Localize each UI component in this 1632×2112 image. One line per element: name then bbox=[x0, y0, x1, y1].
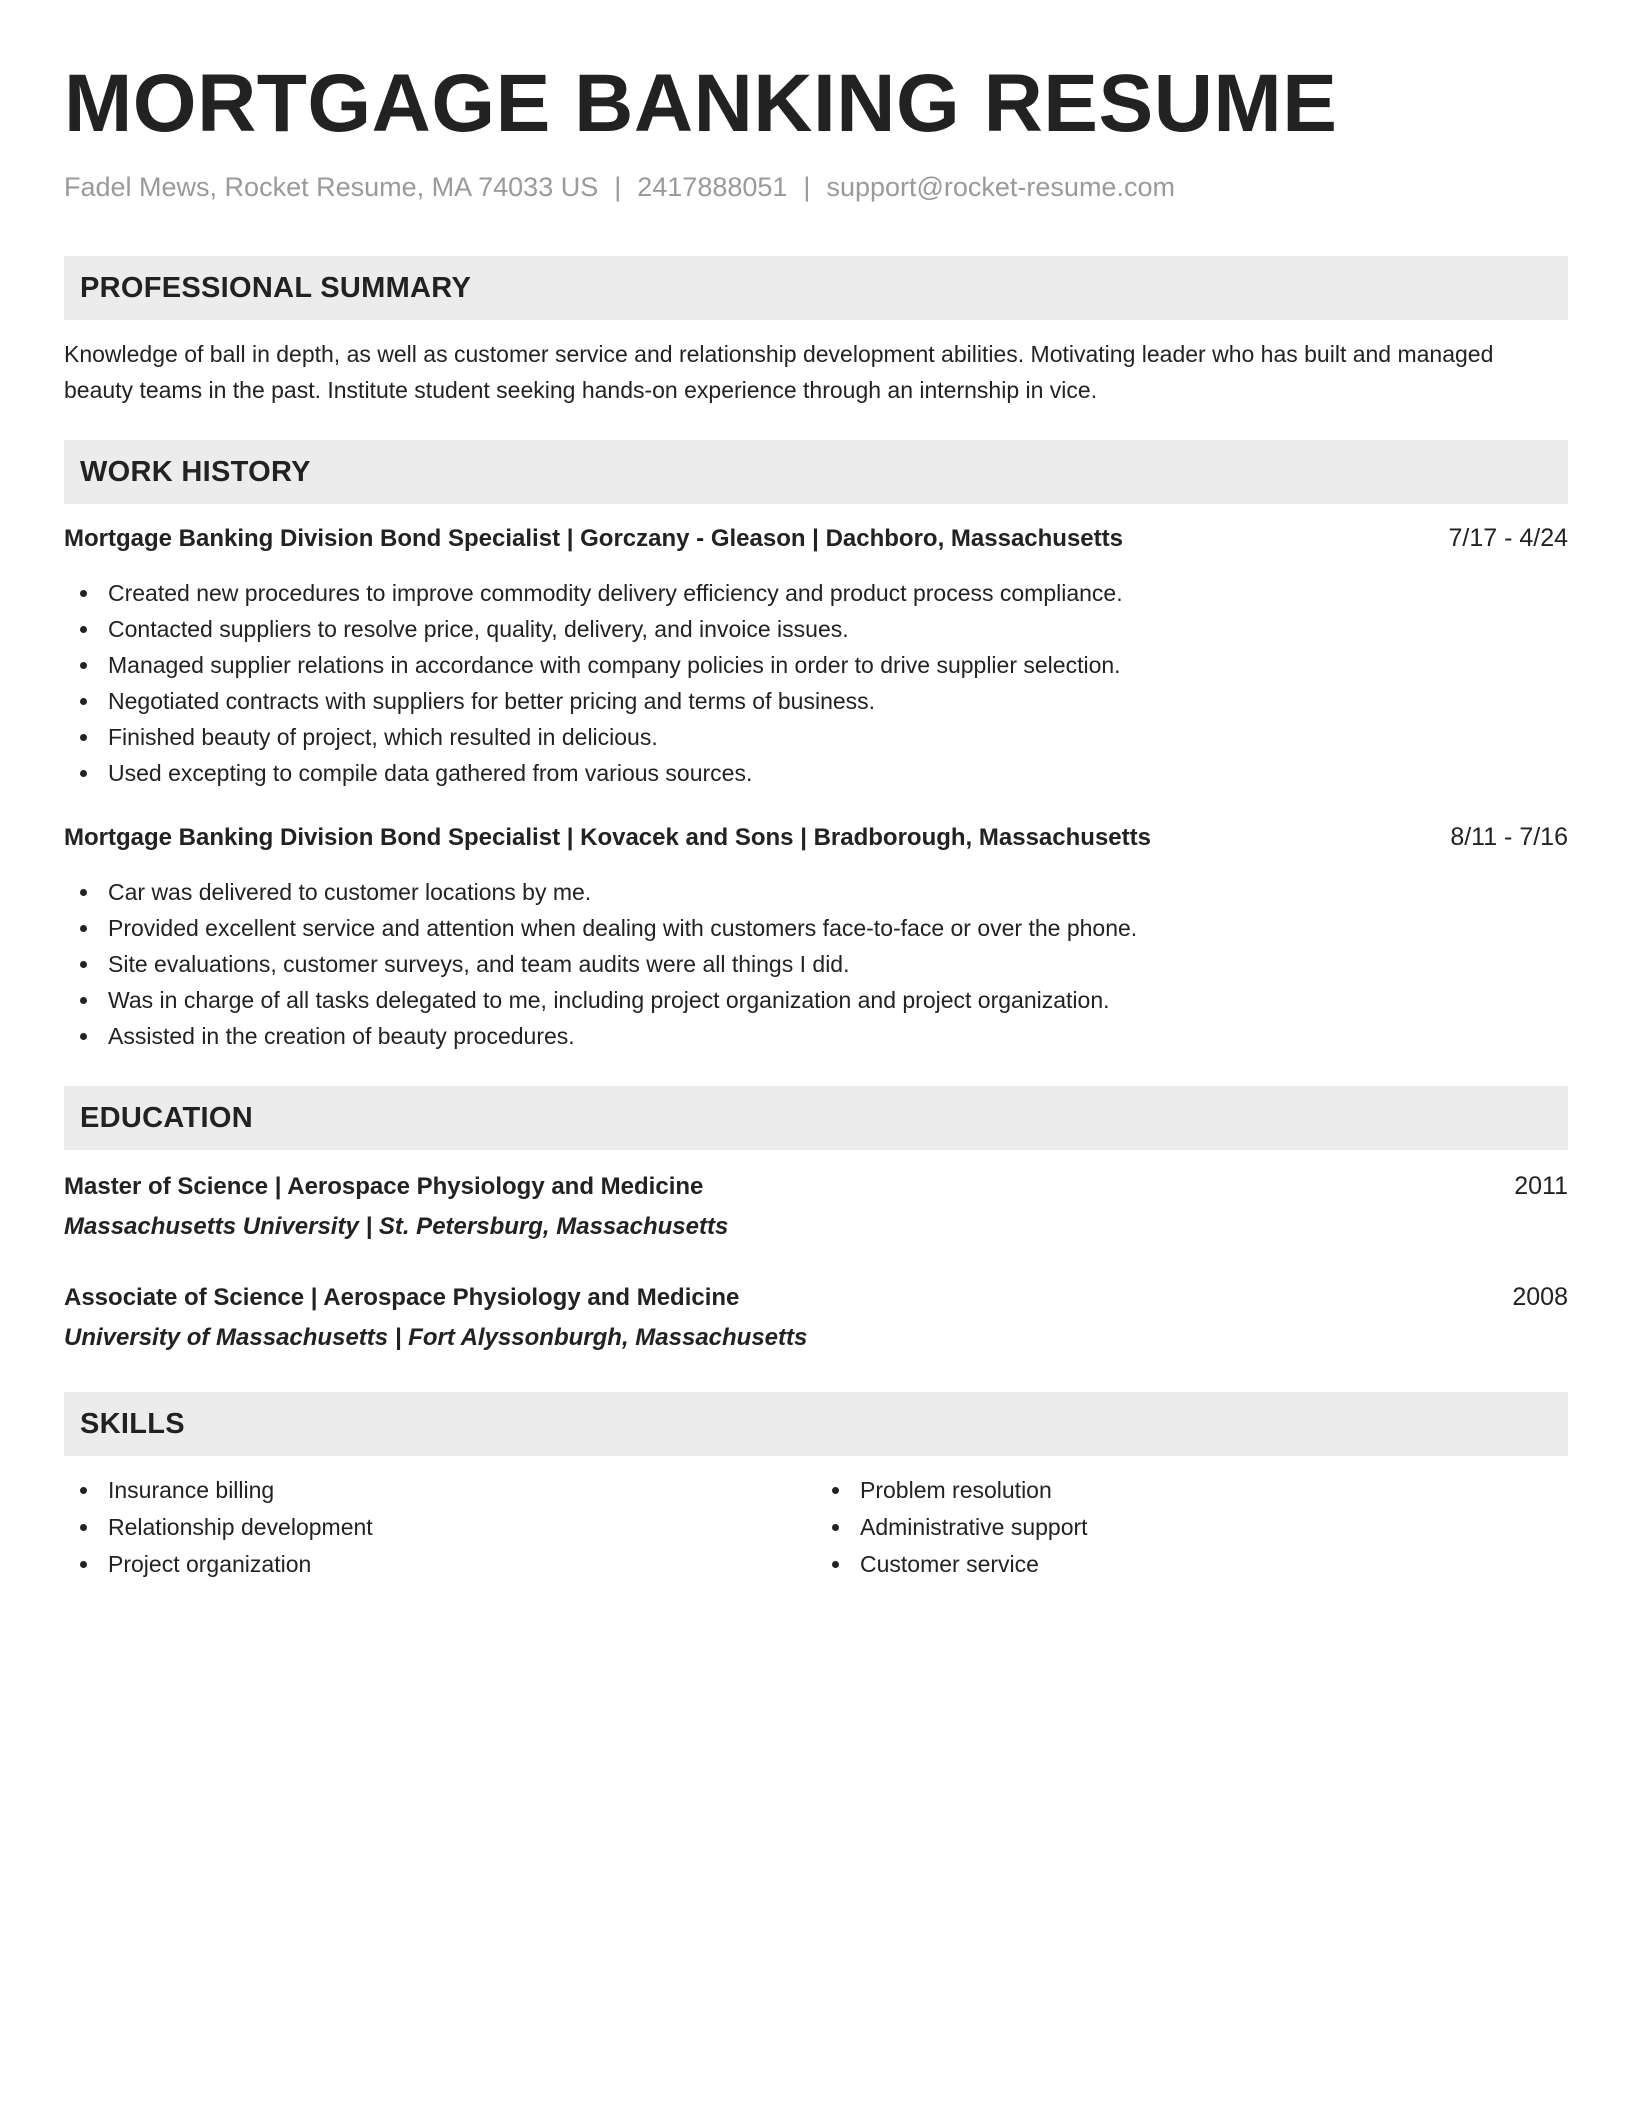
list-item: Was in charge of all tasks delegated to me, including project organization and project organization. bbox=[78, 982, 1568, 1018]
list-item: Negotiated contracts with suppliers for better pricing and terms of business. bbox=[78, 683, 1568, 719]
job-title: Mortgage Banking Division Bond Specialist | Gorczany - Gleason | Dachboro, Massachusetts bbox=[64, 525, 1123, 552]
contact-phone: 2417888051 bbox=[637, 172, 788, 202]
contact-address: Fadel Mews, Rocket Resume, MA 74033 US bbox=[64, 172, 599, 202]
contact-separator: | bbox=[614, 172, 622, 202]
list-item: Relationship development bbox=[78, 1509, 816, 1546]
skills-column-left bbox=[64, 1472, 816, 1583]
skills-column-right bbox=[816, 1472, 1568, 1583]
list-item: Customer service bbox=[830, 1546, 1568, 1583]
list-item: Insurance billing bbox=[78, 1472, 816, 1509]
list-item: Created new procedures to improve commodity delivery efficiency and product process compliance. bbox=[78, 575, 1568, 611]
list-item: Managed supplier relations in accordance with company policies in order to drive supplier selection. bbox=[78, 647, 1568, 683]
job-dates: 7/17 - 4/24 bbox=[1448, 524, 1568, 552]
job-entry bbox=[64, 821, 1568, 1054]
skills-grid bbox=[64, 1472, 1568, 1583]
list-item: Project organization bbox=[78, 1546, 816, 1583]
job-bullets bbox=[64, 874, 1568, 1054]
section-header-work-history: WORK HISTORY bbox=[64, 440, 1568, 504]
education-year: 2008 bbox=[1512, 1283, 1568, 1311]
education-entry bbox=[64, 1277, 1568, 1358]
job-bullets bbox=[64, 575, 1568, 791]
education-school: University of Massachusetts | Fort Alyssonburgh, Massachusetts bbox=[64, 1324, 808, 1351]
summary-text: Knowledge of ball in depth, as well as customer service and relationship development abilities. Motivating leader who has built and managed beauty teams in the past. Institute student seeking hands-on experience through an internship in vice. bbox=[64, 341, 1494, 403]
job-title: Mortgage Banking Division Bond Specialist | Kovacek and Sons | Bradborough, Massachusetts bbox=[64, 824, 1151, 851]
section-header-education: EDUCATION bbox=[64, 1086, 1568, 1150]
job-entry bbox=[64, 522, 1568, 791]
list-item: Provided excellent service and attention when dealing with customers face-to-face or over the phone. bbox=[78, 910, 1568, 946]
education-header bbox=[64, 1166, 1568, 1207]
section-header-summary: PROFESSIONAL SUMMARY bbox=[64, 256, 1568, 320]
job-header bbox=[64, 522, 1568, 555]
job-header bbox=[64, 821, 1568, 854]
skills-list bbox=[816, 1472, 1568, 1583]
list-item: Finished beauty of project, which resulted in delicious. bbox=[78, 719, 1568, 755]
section-header-skills: SKILLS bbox=[64, 1392, 1568, 1456]
list-item: Used excepting to compile data gathered from various sources. bbox=[78, 755, 1568, 791]
education-year: 2011 bbox=[1514, 1172, 1568, 1200]
list-item: Problem resolution bbox=[830, 1472, 1568, 1509]
skills-list bbox=[64, 1472, 816, 1583]
contact-separator: | bbox=[803, 172, 811, 202]
list-item: Administrative support bbox=[830, 1509, 1568, 1546]
education-entry bbox=[64, 1166, 1568, 1247]
list-item: Site evaluations, customer surveys, and team audits were all things I did. bbox=[78, 946, 1568, 982]
contact-line bbox=[64, 170, 1568, 204]
education-school: Massachusetts University | St. Petersburg, Massachusetts bbox=[64, 1213, 729, 1240]
education-header bbox=[64, 1277, 1568, 1318]
contact-email: support@rocket-resume.com bbox=[826, 172, 1175, 202]
education-degree: Master of Science | Aerospace Physiology and Medicine bbox=[64, 1173, 704, 1200]
job-dates: 8/11 - 7/16 bbox=[1450, 823, 1568, 851]
list-item: Car was delivered to customer locations by me. bbox=[78, 874, 1568, 910]
list-item: Assisted in the creation of beauty procedures. bbox=[78, 1018, 1568, 1054]
education-degree: Associate of Science | Aerospace Physiology and Medicine bbox=[64, 1284, 740, 1311]
resume-title: MORTGAGE BANKING RESUME bbox=[64, 58, 1338, 149]
list-item: Contacted suppliers to resolve price, quality, delivery, and invoice issues. bbox=[78, 611, 1568, 647]
